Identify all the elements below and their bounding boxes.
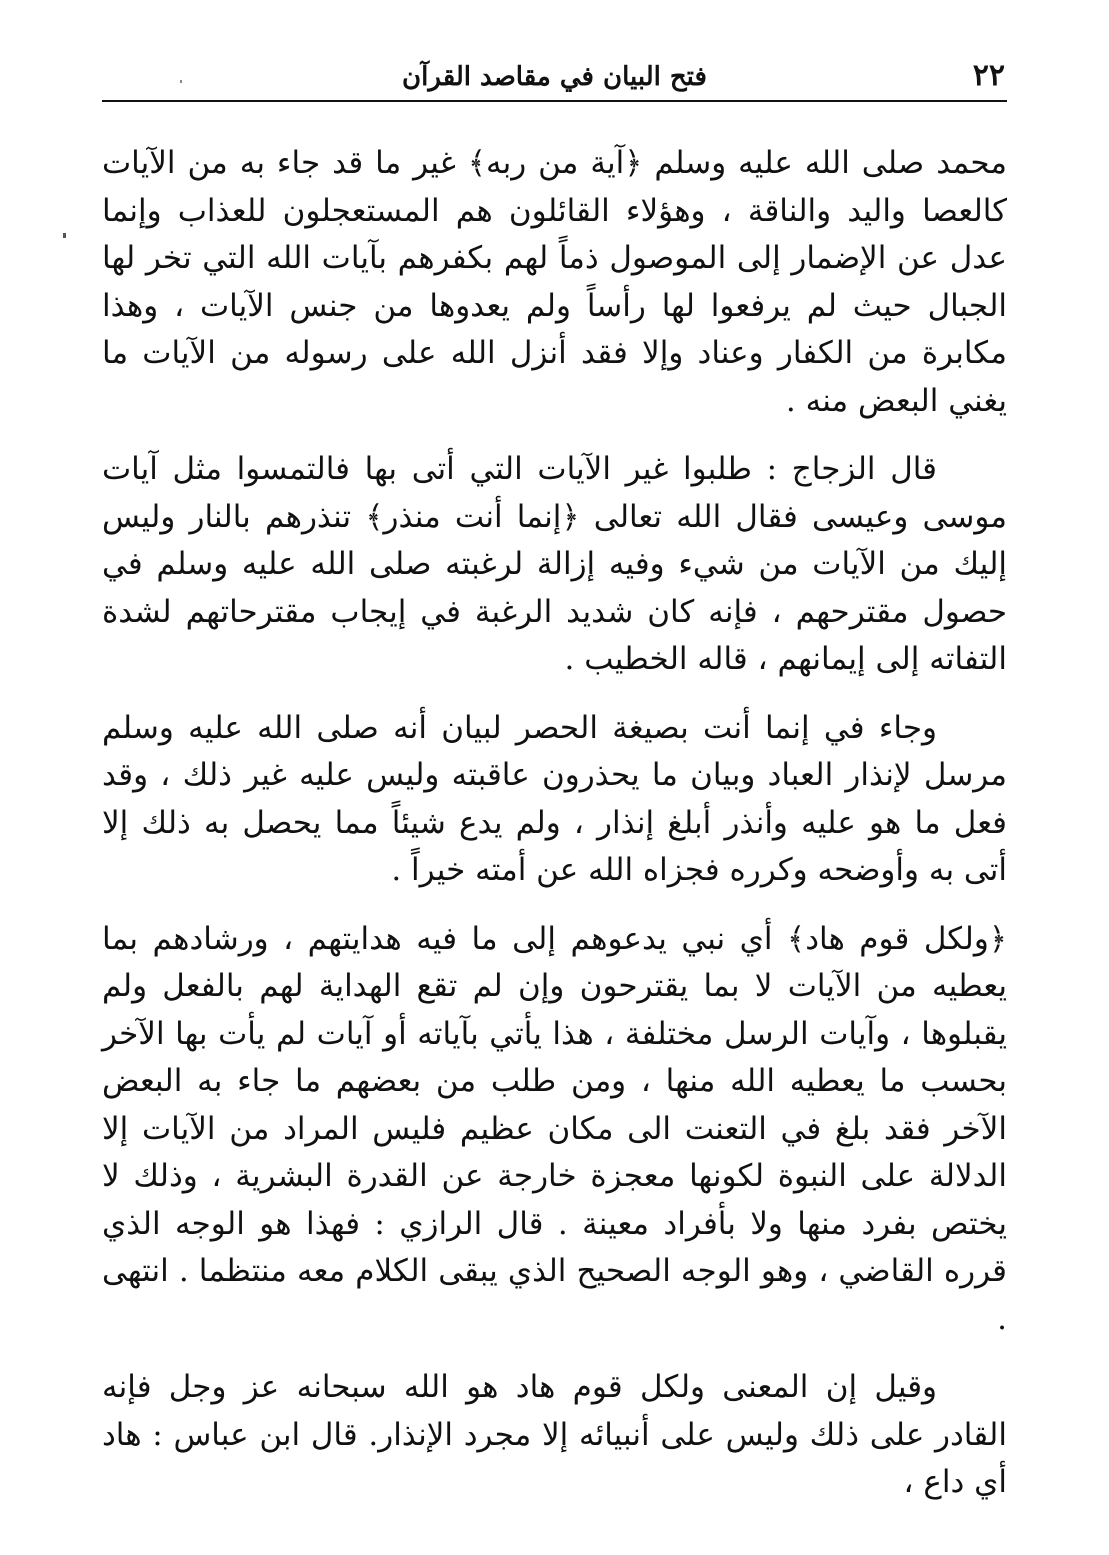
paragraph-4: ﴿ولكل قوم هاد﴾ أي نبي يدعوهم إلى ما فيه هدايتهم ، ورشادهم بما يعطيه من الآيات لا بما يقترحون وإن لم تقع الهداية لهم بالفعل ولم يقبلوها ، وآيات الرسل مختلفة ، هذا يأتي بآياته أو آيات لم يأت بها الآخر بحسب ما يعطيه الله منها ، ومن طلب من بعضهم ما جاء به البعض الآخر فقد بلغ في التعنت الى مكان عظيم فليس المراد من الآيات إلا الدلالة على النبوة لكونها معجزة خارجة عن القدرة البشرية ، وذلك لا يختص بفرد منها ولا بأفراد معينة . قال الرازي : فهذا هو الوجه الذي قرره القاضي ، وهو الوجه الصحيح الذي يبقى الكلام معه منتظما . انتهى .	[102, 920, 1007, 1337]
book-title: فتح البيان في مقاصد القرآن	[402, 62, 707, 92]
body-text	[102, 140, 1007, 1528]
paragraph-5: وقيل إن المعنى ولكل قوم هاد هو الله سبحانه عز وجل فإنه القادر على ذلك وليس على أنبيائه إلا مجرد الإنذار. قال ابن عباس : هاد أي داع ،	[102, 1369, 1007, 1500]
paragraph-1: محمد صلى الله عليه وسلم ﴿آية من ربه﴾ غير ما قد جاء به من الآيات كالعصا واليد والناقة ، وهؤلاء القائلون هم المستعجلون للعذاب وإنما عدل عن الإضمار إلى الموصول ذماً لهم بكفرهم بآيات الله التي تخر لها الجبال حيث لم يرفعوا لها رأساً ولم يعدوها من جنس الآيات ، وهذا مكابرة من الكفار وعناد وإلا فقد أنزل الله على رسوله من الآيات ما يغني البعض منه .	[102, 145, 1007, 419]
paragraph-3: وجاء في إنما أنت بصيغة الحصر لبيان أنه صلى الله عليه وسلم مرسل لإنذار العباد وبيان ما يحذرون عاقبته وليس عليه غير ذلك ، وقد فعل ما هو عليه وأنذر أبلغ إنذار ، ولم يدع شيئاً مما يحصل به ذلك إلا أتى به وأوضحه وكرره فجزاه الله عن أمته خيراً .	[102, 709, 1007, 888]
running-header	[102, 56, 1007, 102]
paragraph-2: قال الزجاج : طلبوا غير الآيات التي أتى بها فالتمسوا مثل آيات موسى وعيسى فقال الله تعالى ﴿إنما أنت منذر﴾ تنذرهم بالنار وليس إليك من الآيات من شيء وفيه إزالة لرغبته صلى الله عليه وسلم في حصول مقترحهم ، فإنه كان شديد الرغبة في إيجاب مقترحاتهم لشدة التفاته إلى إيمانهم ، قاله الخطيب .	[102, 451, 1007, 677]
scan-speck	[63, 233, 66, 238]
page-number: ٢٢	[972, 58, 1005, 93]
scan-speck	[180, 80, 182, 83]
